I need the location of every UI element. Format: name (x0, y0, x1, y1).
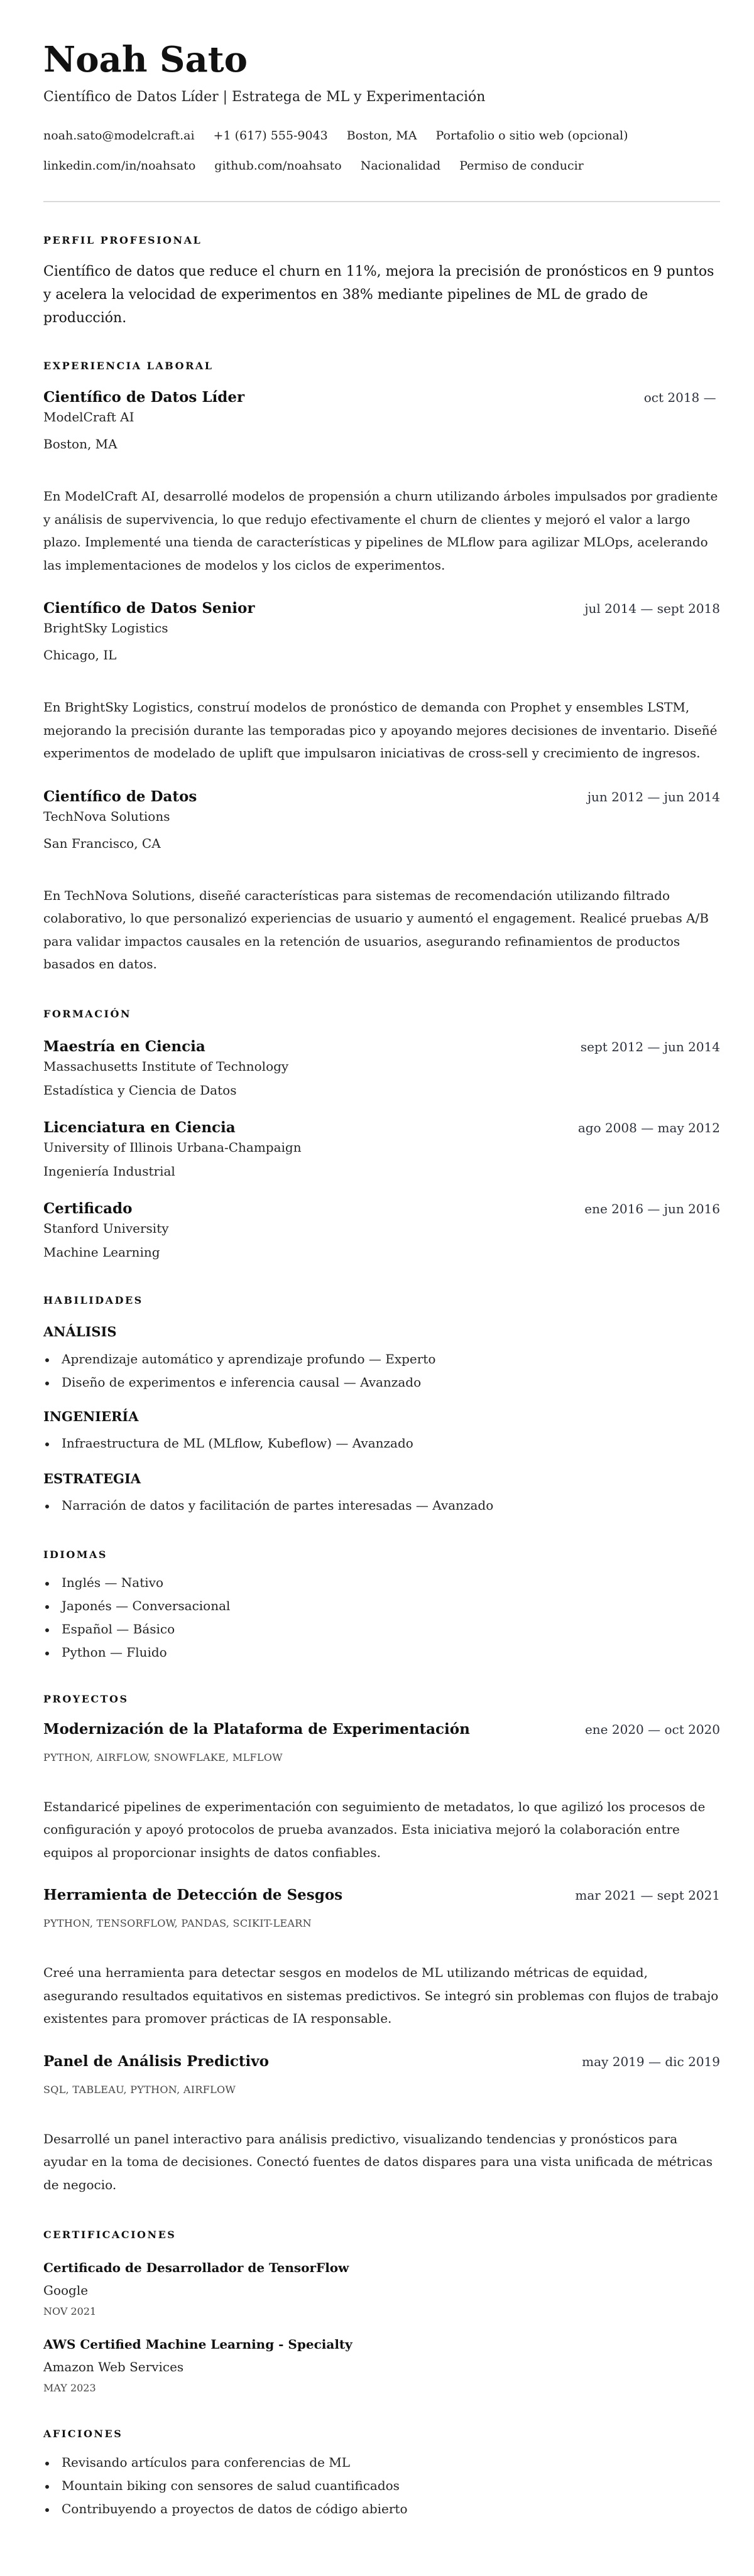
contact-phone: +1 (617) 555-9043 (213, 129, 328, 143)
education-institution: Massachusetts Institute of Technology (43, 1058, 289, 1074)
education-institution: University of Illinois Urbana-Champaign (43, 1139, 302, 1155)
education-item (43, 1118, 720, 1181)
degree-title: Maestría en Ciencia (43, 1037, 205, 1055)
certification-date: MAY 2023 (43, 2382, 96, 2394)
job-title: Científico de Datos Líder (43, 389, 245, 406)
degree-title: Licenciatura en Ciencia (43, 1118, 236, 1136)
job-dates: oct 2018 — (643, 390, 720, 405)
job-title: Científico de Datos (43, 787, 197, 805)
job-dates: jun 2012 — jun 2014 (587, 789, 720, 804)
project-item (43, 2052, 720, 2197)
job-title: Científico de Datos Senior (43, 600, 255, 617)
skill-list (43, 1432, 720, 1455)
education-field: Ingeniería Industrial (43, 1163, 175, 1179)
language-item: Japonés — Conversacional (43, 1594, 720, 1618)
skill-group-title: INGENIERÍA (43, 1408, 139, 1424)
contact-nationality: Nacionalidad (360, 159, 441, 173)
language-list (43, 1571, 720, 1664)
project-title: Modernización de la Plataforma de Experimentación (43, 1720, 470, 1738)
language-item: Inglés — Nativo (43, 1571, 720, 1594)
project-title: Herramienta de Detección de Sesgos (43, 1886, 343, 1903)
education-item (43, 1037, 720, 1100)
project-description: Creé una herramienta para detectar sesgos en modelos de ML utilizando métricas de equidad, asegurando resultados equitativos en sistemas predictivos. Se integró sin problemas con flujos de trabajo existentes para promover prácticas de IA responsable. (43, 1965, 719, 2026)
contact-portfolio[interactable]: Portafolio o sitio web (opcional) (435, 129, 628, 143)
language-item: Python — Fluido (43, 1641, 720, 1664)
skill-group-title: ANÁLISIS (43, 1323, 117, 1339)
education-item (43, 1199, 720, 1262)
project-title: Panel de Análisis Predictivo (43, 2052, 269, 2070)
experience-item (43, 787, 720, 976)
project-tech-stack: PYTHON, AIRFLOW, SNOWFLAKE, MLFLOW (43, 1751, 283, 1763)
contact-email[interactable]: noah.sato@modelcraft.ai (43, 129, 195, 143)
section-heading-skills: HABILIDADES (43, 1294, 143, 1306)
job-location: San Francisco, CA (43, 835, 161, 851)
project-dates: mar 2021 — sept 2021 (575, 1888, 720, 1903)
job-company: TechNova Solutions (43, 808, 170, 824)
certification-title: Certificado de Desarrollador de TensorFlow (43, 2260, 349, 2275)
skill-item: Aprendizaje automático y aprendizaje profundo — Experto (43, 1348, 720, 1371)
certification-issuer: Amazon Web Services (43, 2359, 184, 2374)
experience-item (43, 599, 720, 765)
job-location: Chicago, IL (43, 647, 117, 663)
education-field: Machine Learning (43, 1244, 160, 1260)
skill-group-title: ESTRATEGIA (43, 1470, 141, 1486)
project-item (43, 1886, 720, 2030)
contact-linkedin[interactable]: linkedin.com/in/noahsato (43, 159, 196, 173)
header-divider (43, 201, 720, 202)
project-item (43, 1720, 720, 1864)
contact-list (43, 127, 720, 175)
hobby-list (43, 2451, 720, 2521)
hobby-item: Mountain biking con sensores de salud cuantificados (43, 2474, 720, 2498)
job-description: En TechNova Solutions, diseñé características para sistemas de recomendación utilizando filtrado colaborativo, lo que personalizó experiencias de usuario y aumentó el engagement. Realicé pruebas A/B para validar impactos causales en la retención de usuarios, asegurando refinamientos de productos basados en datos. (43, 887, 709, 971)
section-heading-experience: EXPERIENCIA LABORAL (43, 360, 214, 372)
certification-title: AWS Certified Machine Learning - Specialty (43, 2337, 352, 2352)
degree-title: Certificado (43, 1199, 133, 1217)
hobby-item: Revisando artículos para conferencias de ML (43, 2451, 720, 2474)
section-heading-summary: PERFIL PROFESIONAL (43, 234, 202, 246)
education-institution: Stanford University (43, 1220, 169, 1236)
project-tech-stack: PYTHON, TENSORFLOW, PANDAS, SCIKIT-LEARN (43, 1917, 312, 1929)
section-heading-languages: IDIOMAS (43, 1548, 107, 1561)
skill-list (43, 1494, 720, 1517)
certification-date: NOV 2021 (43, 2305, 97, 2317)
contact-github[interactable]: github.com/noahsato (214, 159, 342, 173)
section-heading-education: FORMACIÓN (43, 1007, 131, 1020)
education-field: Estadística y Ciencia de Datos (43, 1082, 237, 1098)
education-dates: sept 2012 — jun 2014 (580, 1039, 720, 1054)
language-item: Español — Básico (43, 1618, 720, 1641)
section-heading-hobbies: AFICIONES (43, 2428, 123, 2440)
hobby-item: Contribuyendo a proyectos de datos de código abierto (43, 2498, 720, 2521)
section-heading-projects: PROYECTOS (43, 1692, 129, 1705)
skill-item: Diseño de experimentos e inferencia causal — Avanzado (43, 1371, 720, 1394)
project-dates: ene 2020 — oct 2020 (584, 1721, 720, 1737)
skill-list (43, 1348, 720, 1394)
experience-item (43, 388, 720, 576)
contact-location: Boston, MA (346, 129, 417, 143)
job-location: Boston, MA (43, 436, 117, 452)
candidate-headline: Científico de Datos Líder | Estratega de ML y Experimentación (43, 89, 486, 105)
certification-item (43, 2335, 720, 2396)
project-description: Estandaricé pipelines de experimentación con seguimiento de metadatos, lo que agilizó los procesos de configuración y apoyó protocolos de prueba avanzados. Esta iniciativa mejoró la colaboración entre equipos al proporcionar insights de datos confiables. (43, 1799, 706, 1860)
job-dates: jul 2014 — sept 2018 (584, 601, 720, 616)
skill-item: Infraestructura de ML (MLflow, Kubeflow) — Avanzado (43, 1432, 720, 1455)
project-tech-stack: SQL, TABLEAU, PYTHON, AIRFLOW (43, 2083, 236, 2096)
education-dates: ene 2016 — jun 2016 (584, 1201, 720, 1216)
job-description: En BrightSky Logistics, construí modelos de pronóstico de demanda con Prophet y ensembles LSTM, mejorando la precisión durante las temporadas pico y apoyando mejores decisiones de inventario. Diseñé experimentos de modelado de uplift que impulsaron iniciativas de cross-sell y crecimiento de ingresos. (43, 700, 718, 760)
project-dates: may 2019 — dic 2019 (582, 2054, 720, 2069)
certification-item (43, 2259, 720, 2319)
project-description: Desarrollé un panel interactivo para análisis predictivo, visualizando tendencias y pronósticos para ayudar en la toma de decisiones. Conectó fuentes de datos dispares para una vista unificada de métricas de negocio. (43, 2131, 713, 2192)
candidate-name: Noah Sato (43, 39, 248, 80)
certification-issuer: Google (43, 2283, 89, 2298)
education-dates: ago 2008 — may 2012 (577, 1120, 720, 1135)
summary-text: Científico de datos que reduce el churn en 11%, mejora la precisión de pronósticos en 9 puntos y acelera la velocidad de experimentos en 38% mediante pipelines de ML de grado de producción. (43, 264, 714, 326)
contact-driving-license: Permiso de conducir (459, 159, 584, 173)
skill-item: Narración de datos y facilitación de partes interesadas — Avanzado (43, 1494, 720, 1517)
section-heading-certifications: CERTIFICACIONES (43, 2229, 177, 2241)
job-description: En ModelCraft AI, desarrollé modelos de propensión a churn utilizando árboles impulsados por gradiente y análisis de supervivencia, lo que redujo efectivamente el churn de clientes y mejoró el valor a largo plazo. Implementé una tienda de características y pipelines de MLflow para agilizar MLOps, acelerando las implementaciones de modelos y los ciclos de experimentos. (43, 489, 718, 573)
job-company: ModelCraft AI (43, 409, 134, 425)
job-company: BrightSky Logistics (43, 620, 168, 636)
